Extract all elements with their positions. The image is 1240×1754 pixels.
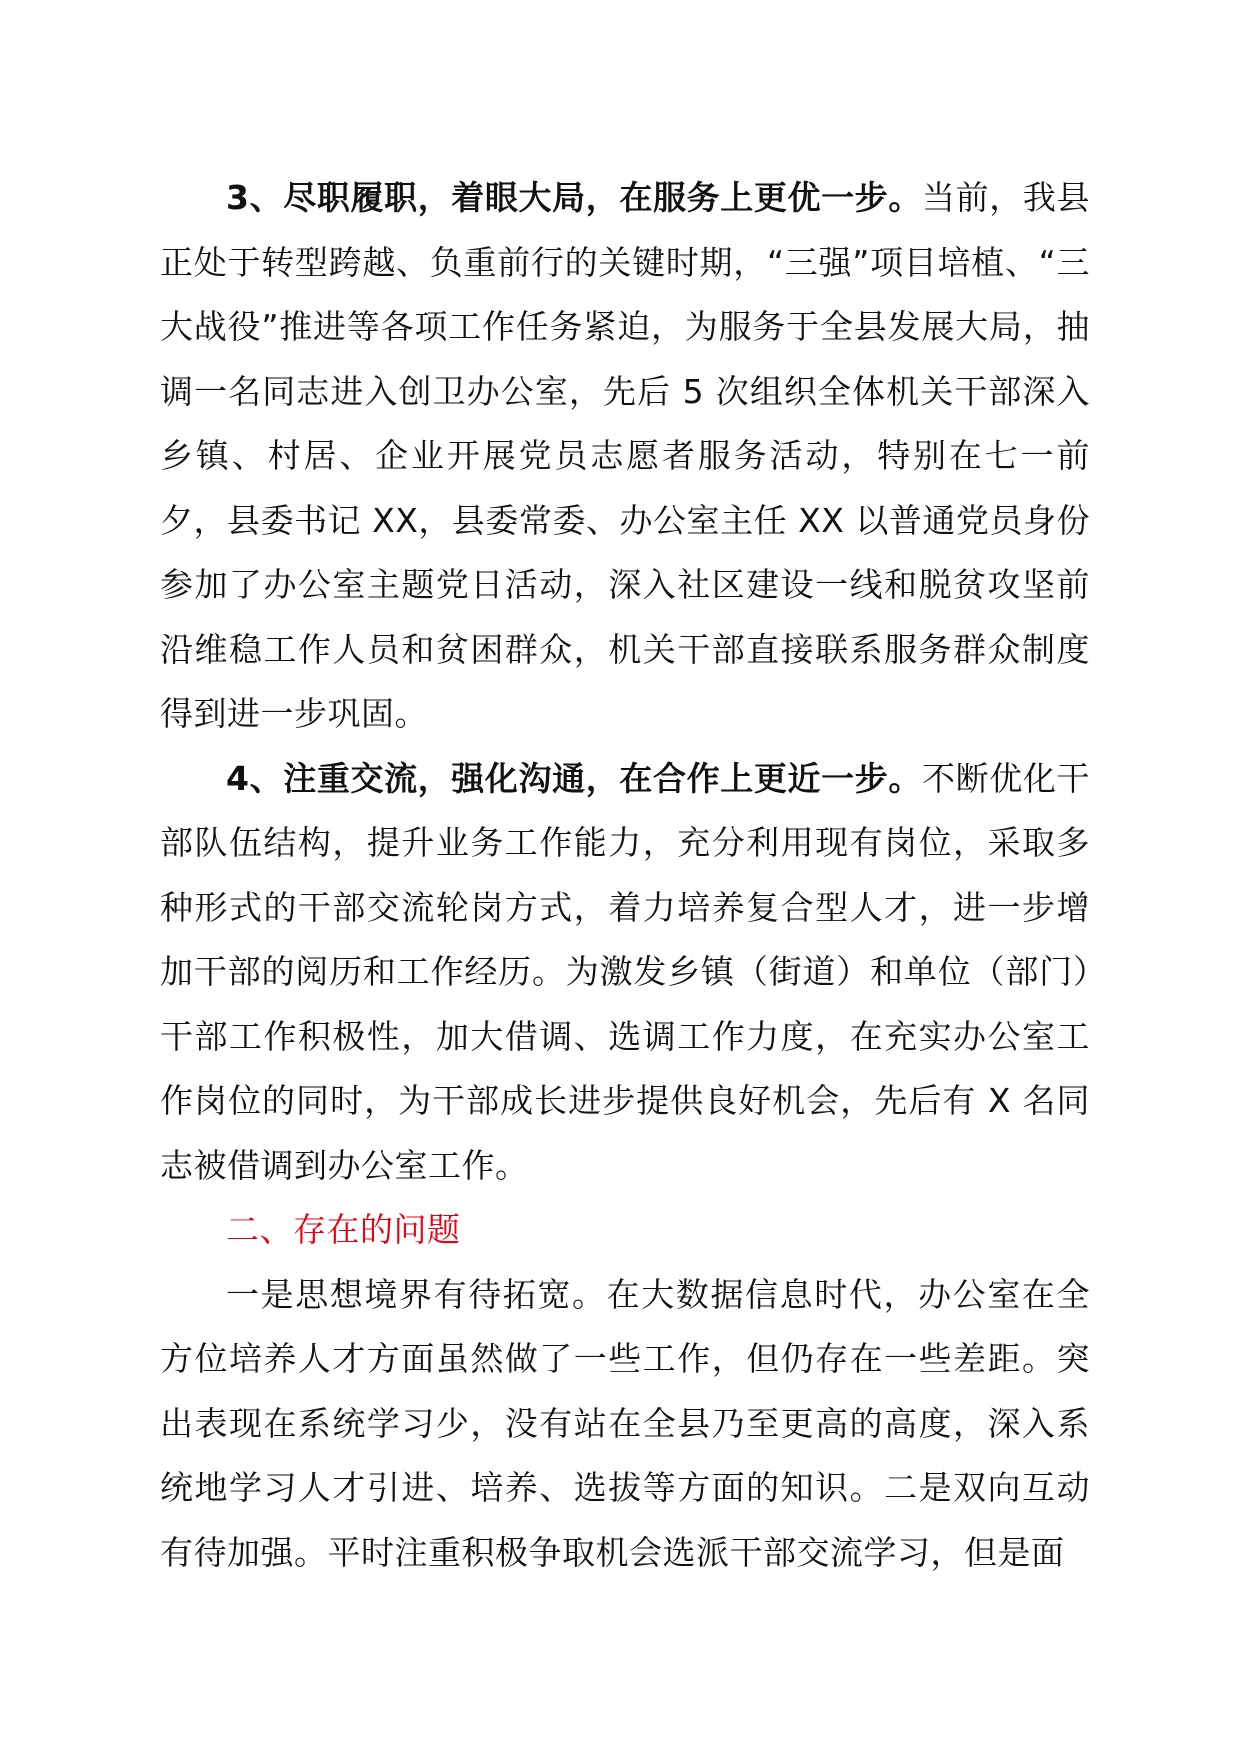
paragraph-service-heading: 3、尽职履职，着眼大局，在服务上更优一步。: [226, 178, 923, 217]
paragraph-exchange-body: 不断优化干部队伍结构，提升业务工作能力，充分利用现有岗位，采取多种形式的干部交流轮岗方式，着力培养复合型人才，进一步增加干部的阅历和工作经历。为激发乡镇（街道）和单位（部门）干部工作积极性，加大借调、选调工作力度，在充实办公室工作岗位的同时，为干部成长进步提供良好机会，先后有 X 名同志被借调到办公室工作。: [160, 758, 1091, 1185]
paragraph-service-body: 当前，我县正处于转型跨越、负重前行的关键时期，“三强”项目培植、“三大战役”推进等各项工作任务紧迫，为服务于全县发展大局，抽调一名同志进入创卫办公室，先后 5 次组织全体机关干部深入乡镇、村居、企业开展党员志愿者服务活动，特别在七一前夕，县委书记 XX，县委常委、办公室主任 XX 以普通党员身份参加了办公室主题党日活动，深入社区建设一线和脱贫攻坚前沿维稳工作人员和贫困群众，机关干部直接联系服务群众制度得到进一步巩固。: [160, 178, 1091, 733]
paragraph-exchange-heading: 4、注重交流，强化沟通，在合作上更近一步。: [226, 758, 923, 798]
document-page: [160, 166, 1090, 1585]
paragraph-service: [160, 166, 1090, 747]
paragraph-exchange: [160, 747, 1090, 1199]
paragraph-problems: 一是思想境界有待拓宽。在大数据信息时代，办公室在全方位培养人才方面虽然做了一些工作，但仍存在一些差距。突出表现在系统学习少，没有站在全县乃至更高的高度，深入系统地学习人才引进、培养、选拔等方面的知识。二是双向互动有待加强。平时注重积极争取机会选派干部交流学习，但是面: [160, 1274, 1090, 1572]
section-heading-problems: 二、存在的问题: [226, 1210, 461, 1249]
